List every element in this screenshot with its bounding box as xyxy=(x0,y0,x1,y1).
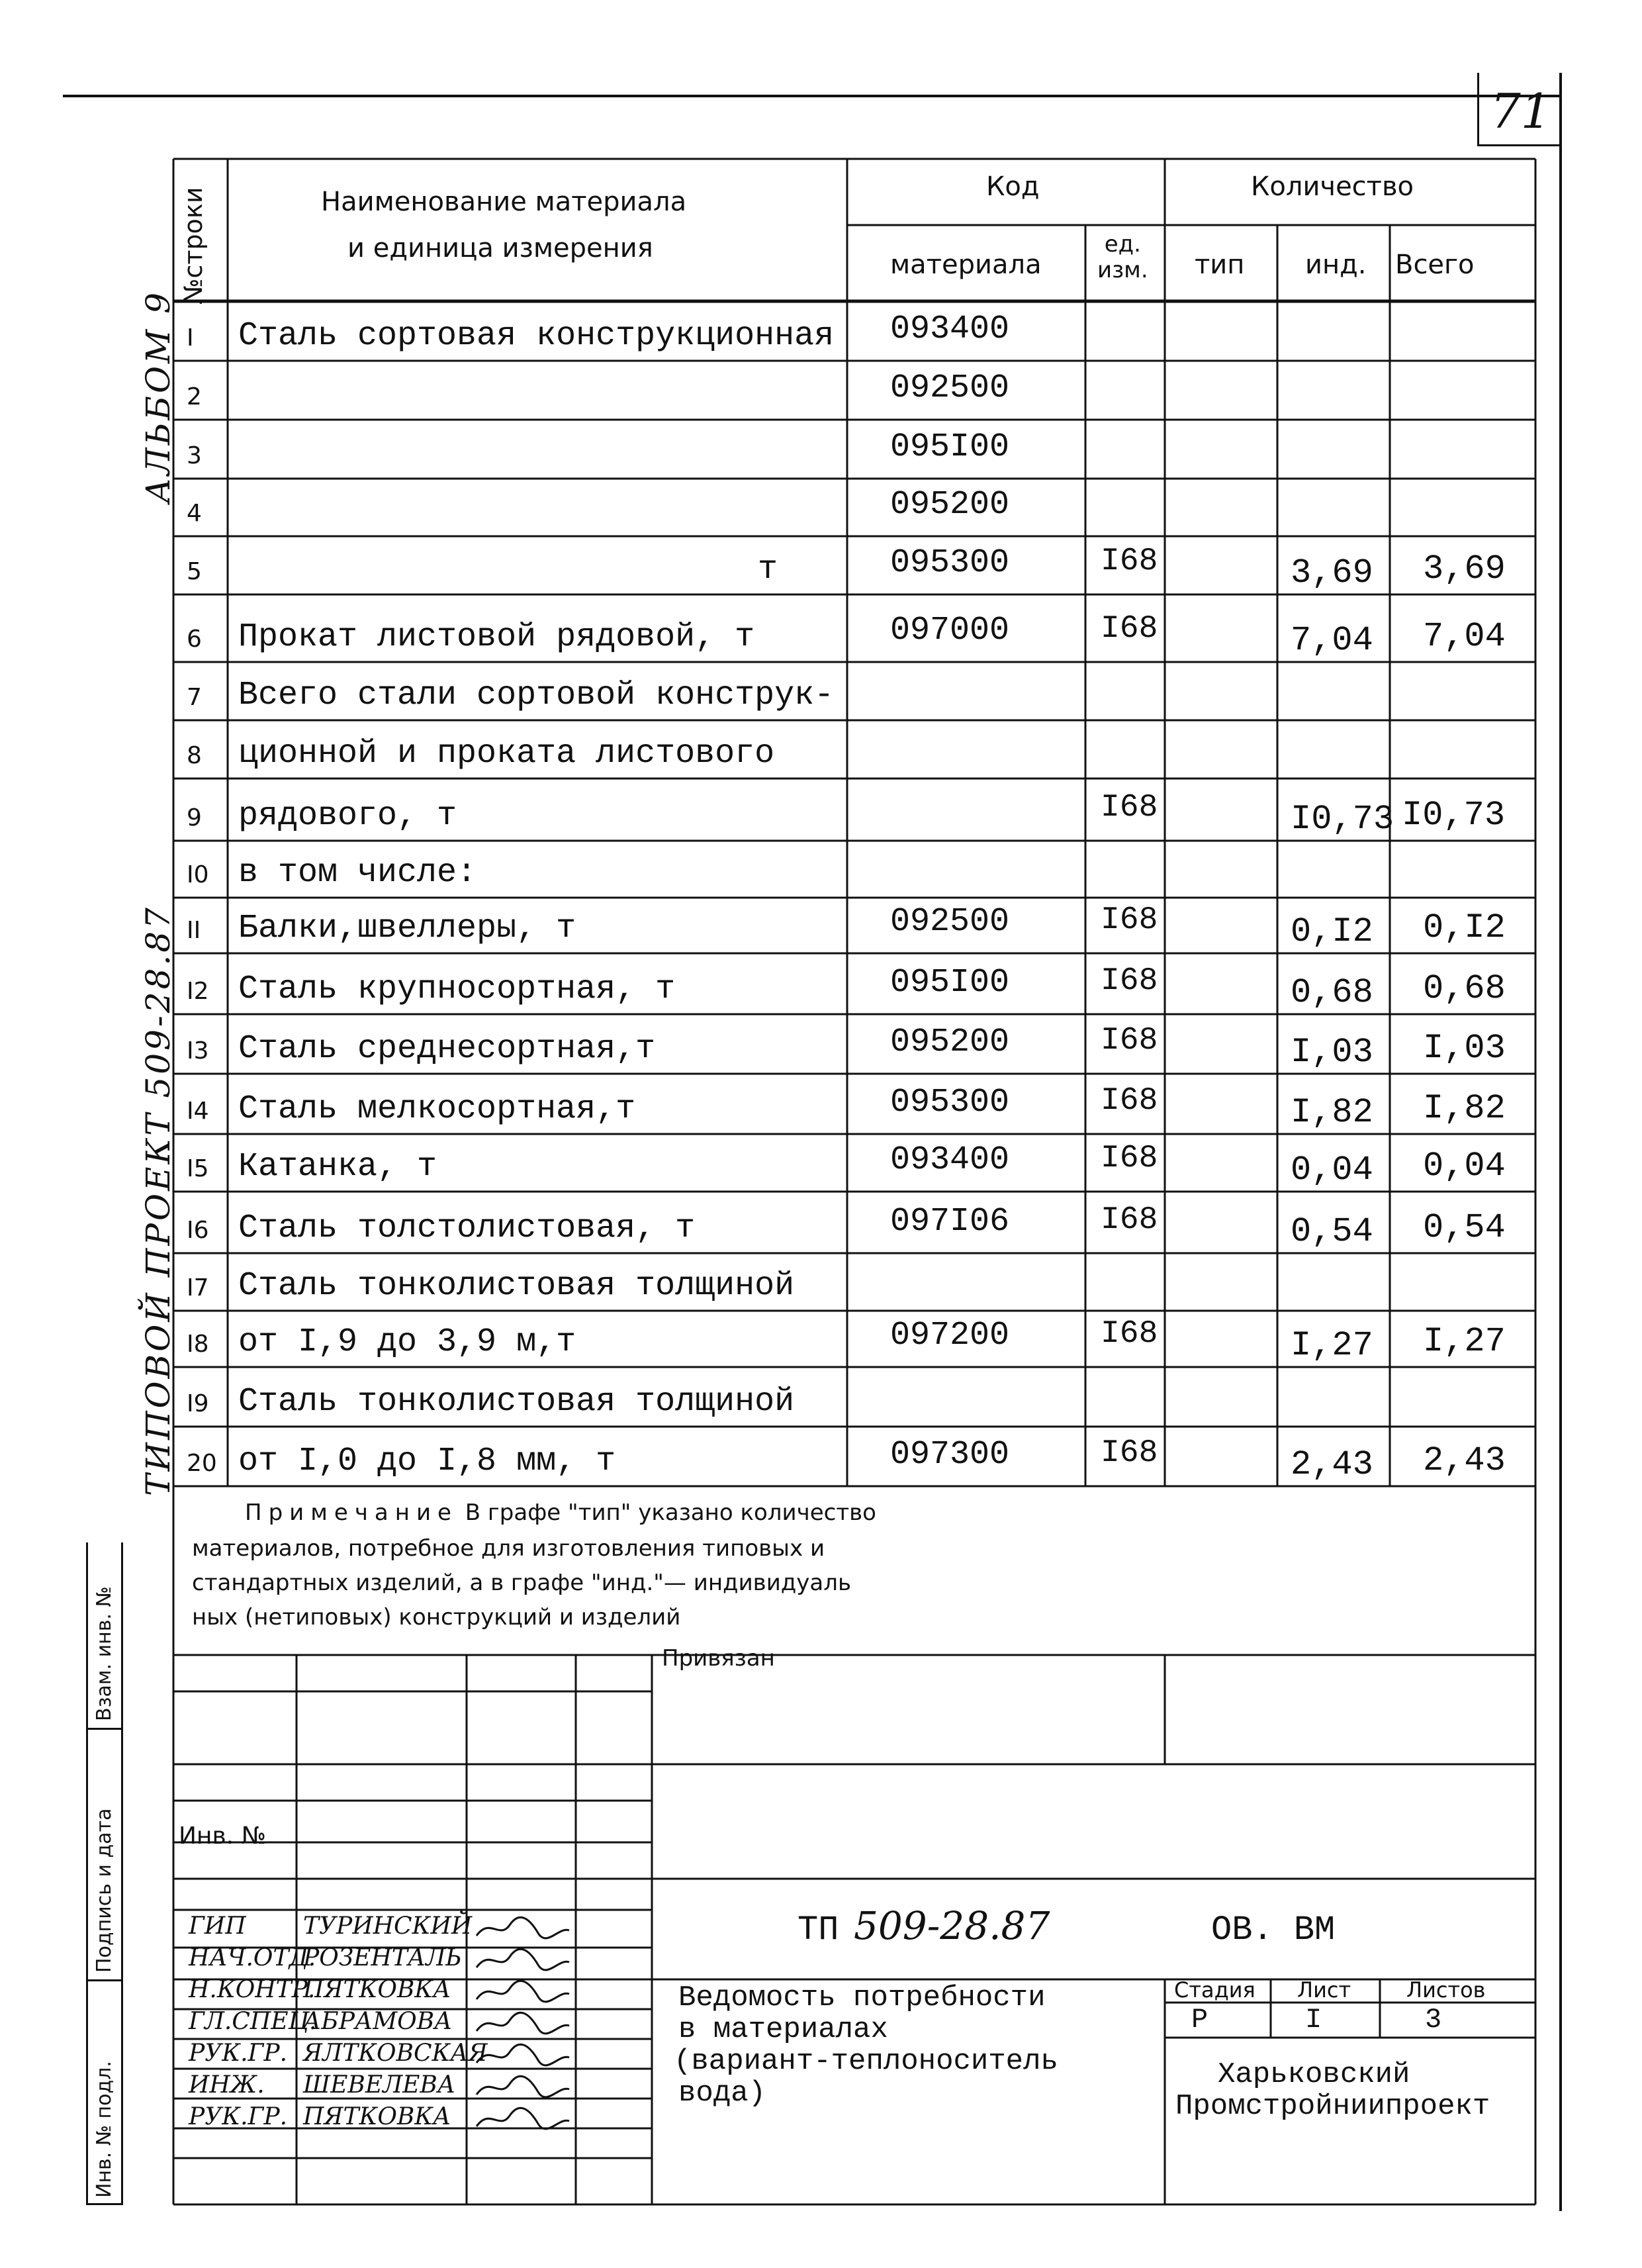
signature-name: ПЯТКОВКА xyxy=(303,1976,451,2003)
qty-ind: 0,I2 xyxy=(1291,912,1373,951)
header-qty-group: Количество xyxy=(1251,171,1414,202)
sheets-label: Листов xyxy=(1406,1977,1486,2003)
row-number: 5 xyxy=(187,558,202,585)
signature-role: НАЧ.ОТД. xyxy=(189,1944,316,1971)
note-line-3: стандартных изделий, а в графе "инд."— индивидуаль xyxy=(192,1570,852,1596)
designation-number: 509-28.87 xyxy=(854,1903,1050,1948)
row-number: I0 xyxy=(187,861,209,888)
qty-ind: I0,73 xyxy=(1291,800,1394,839)
qty-total: 0,68 xyxy=(1423,969,1506,1008)
note-line-1 xyxy=(245,1501,876,1524)
qty-ind: I,27 xyxy=(1291,1326,1373,1365)
signature-role: РУК.ГР. xyxy=(189,2103,288,2130)
unit-code: I68 xyxy=(1101,1141,1158,1176)
row-number: I6 xyxy=(187,1217,209,1244)
qty-ind: 0,54 xyxy=(1291,1212,1373,1251)
signature-role: ГЛ.СПЕЦ. xyxy=(189,2008,317,2035)
stage-label: Стадия xyxy=(1174,1977,1255,2003)
material-name: Балки,швеллеры, т xyxy=(238,910,576,947)
material-code: 095I00 xyxy=(890,428,1010,466)
signature-scribble xyxy=(473,2104,572,2133)
qty-total: 7,04 xyxy=(1423,617,1506,656)
row-number: 3 xyxy=(187,442,202,469)
material-name: в том числе: xyxy=(238,854,477,892)
material-name: Прокат листовой рядовой, т xyxy=(238,618,755,656)
material-code: 097200 xyxy=(890,1317,1010,1354)
qty-ind: I,03 xyxy=(1291,1033,1373,1072)
unit-code: I68 xyxy=(1101,1202,1158,1238)
row-number: I3 xyxy=(187,1037,209,1064)
material-code: 093400 xyxy=(890,1141,1010,1179)
note-line-2: материалов, потребное для изготовления типовых и xyxy=(192,1535,825,1562)
note-label: Примечание xyxy=(245,1499,458,1526)
designation-suffix: ОВ. ВМ xyxy=(1211,1911,1336,1950)
unit-code: I68 xyxy=(1101,1316,1158,1352)
material-code: 095200 xyxy=(890,1023,1010,1061)
qty-total: I,82 xyxy=(1423,1089,1506,1128)
material-name: Всего стали сортовой конструк- xyxy=(238,677,835,714)
row-number: II xyxy=(187,917,201,944)
sheet-number: 71 xyxy=(1490,83,1551,139)
material-name: Сталь сортовая конструкционная xyxy=(238,317,835,355)
material-code: 093400 xyxy=(890,310,1010,348)
organization-line-1: Харьковский xyxy=(1218,2058,1410,2091)
material-code: 095300 xyxy=(890,1084,1010,1121)
qty-ind: I,82 xyxy=(1291,1093,1373,1132)
row-number: I xyxy=(187,324,194,352)
qty-total: 2,43 xyxy=(1423,1441,1506,1480)
signature-name: ШЕВЕЛЕВА xyxy=(303,2071,456,2099)
material-name: от I,9 до 3,9 м,т xyxy=(238,1323,576,1361)
signature-role: Н.КОНТР. xyxy=(189,1976,316,2003)
note-line1-text: В графе "тип" указано количество xyxy=(457,1499,876,1526)
signature-scribble xyxy=(473,2008,572,2038)
header-name-line1: Наименование материала xyxy=(321,187,687,217)
material-code: 092500 xyxy=(890,369,1010,407)
header-qty-type: тип xyxy=(1195,250,1245,280)
doc-title-line-1: Ведомость потребности xyxy=(678,1981,1046,2014)
qty-ind: 0,04 xyxy=(1291,1151,1373,1190)
signature-name: ПЯТКОВКА xyxy=(303,2103,451,2130)
signature-name: АБРАМОВА xyxy=(303,2008,453,2035)
header-name-line2: и единица измерения xyxy=(347,233,653,263)
doc-title-line-4: вода) xyxy=(678,2077,766,2110)
signature-name: ТУРИНСКИЙ xyxy=(303,1913,473,1940)
sheets-value: 3 xyxy=(1425,2004,1442,2036)
unit-code: I68 xyxy=(1101,1083,1158,1119)
row-number: I2 xyxy=(187,978,209,1005)
qty-total: 0,54 xyxy=(1423,1208,1506,1247)
material-name: Сталь тонколистовая толщиной xyxy=(238,1267,795,1305)
sheet-label: Лист xyxy=(1297,1977,1351,2003)
stamp-vzam-inv: Взам. инв. № xyxy=(93,1586,116,1721)
material-name: рядового, т xyxy=(238,797,457,835)
material-code: 097300 xyxy=(890,1436,1010,1474)
signature-name: РОЗЕНТАЛЬ xyxy=(303,1944,462,1971)
signature-scribble xyxy=(473,1945,572,1974)
privyazan-label: Привязан xyxy=(662,1645,775,1672)
header-code-unit: ед. изм. xyxy=(1097,231,1148,284)
unit-code: I68 xyxy=(1101,902,1158,938)
row-number: 4 xyxy=(187,500,202,527)
qty-total: 0,04 xyxy=(1423,1147,1506,1186)
row-number: I4 xyxy=(187,1098,209,1125)
qty-total: 3,69 xyxy=(1423,549,1506,589)
qty-total: I,03 xyxy=(1423,1029,1506,1068)
organization-line-2: Промстройниипроект xyxy=(1175,2090,1490,2123)
header-code-group: Код xyxy=(986,171,1040,202)
signature-scribble xyxy=(473,2072,572,2101)
material-name: Сталь мелкосортная,т xyxy=(238,1090,636,1128)
qty-total: I0,73 xyxy=(1402,796,1506,835)
note-line-4: ных (нетиповых) конструкций и изделий xyxy=(192,1604,681,1630)
qty-ind: 3,69 xyxy=(1291,553,1373,592)
row-number: 2 xyxy=(187,383,202,410)
row-number: 7 xyxy=(187,684,202,711)
row-number: I7 xyxy=(187,1274,209,1301)
qty-ind: 2,43 xyxy=(1291,1445,1373,1484)
doc-title-line-2: в материалах xyxy=(678,2013,888,2046)
header-code-material: материала xyxy=(890,250,1042,280)
row-number: I9 xyxy=(187,1390,209,1417)
material-name: от I,0 до I,8 мм, т xyxy=(238,1442,616,1480)
qty-ind: 0,68 xyxy=(1291,973,1373,1012)
row-number: I5 xyxy=(187,1155,209,1182)
row-number: I8 xyxy=(187,1331,209,1358)
signature-name: ЯЛТКОВСКАЯ xyxy=(303,2040,488,2067)
album-label: АЛЬБОМ 9 xyxy=(139,290,177,503)
unit-code: I68 xyxy=(1101,543,1158,579)
signature-role: ГИП xyxy=(189,1913,246,1940)
header-qty-total: Всего xyxy=(1395,250,1475,280)
row-number: 9 xyxy=(187,804,202,831)
signature-role: ИНЖ. xyxy=(189,2071,265,2099)
header-row-no: №строки xyxy=(179,187,208,305)
header-qty-ind: инд. xyxy=(1305,250,1367,280)
signature-scribble xyxy=(473,2040,572,2069)
unit-code: I68 xyxy=(1101,611,1158,647)
sheet-value: I xyxy=(1305,2004,1322,2036)
material-name: Сталь среднесортная,т xyxy=(238,1030,656,1068)
unit-code: I68 xyxy=(1101,790,1158,826)
stage-value: Р xyxy=(1191,2004,1209,2036)
signature-scribble xyxy=(473,1913,572,1942)
designation-prefix: ТП xyxy=(798,1911,839,1950)
signature-role: РУК.ГР. xyxy=(189,2040,288,2067)
unit-code: I68 xyxy=(1101,1435,1158,1471)
material-name: Катанка, т xyxy=(238,1148,437,1186)
material-name: т xyxy=(758,551,778,589)
stamp-inv-podl: Инв. № подл. xyxy=(93,2061,116,2198)
inv-no-label: Инв. № xyxy=(179,1822,267,1850)
qty-total: I,27 xyxy=(1423,1322,1506,1361)
material-name: Сталь крупносортная, т xyxy=(238,970,676,1008)
material-code: 095200 xyxy=(890,486,1010,524)
unit-code: I68 xyxy=(1101,963,1158,999)
material-name: Сталь толстолистовая, т xyxy=(238,1209,696,1247)
material-code: 095300 xyxy=(890,544,1010,582)
unit-code: I68 xyxy=(1101,1023,1158,1059)
material-code: 092500 xyxy=(890,903,1010,941)
material-code: 095I00 xyxy=(890,964,1010,1002)
material-code: 097I06 xyxy=(890,1203,1010,1241)
signature-scribble xyxy=(473,1977,572,2006)
row-number: 8 xyxy=(187,742,202,769)
material-name: Сталь тонколистовая толщиной xyxy=(238,1383,795,1421)
doc-title-line-3: (вариант-теплоноситель xyxy=(674,2045,1058,2078)
qty-total: 0,I2 xyxy=(1423,908,1506,947)
stamp-podpis-data: Подпись и дата xyxy=(93,1808,116,1973)
qty-ind: 7,04 xyxy=(1291,621,1373,660)
material-name: ционной и проката листового xyxy=(238,735,775,773)
project-label: ТИПОВОЙ ПРОЕКТ 509-28.87 xyxy=(139,905,177,1496)
row-number: 6 xyxy=(187,626,202,653)
row-number: 20 xyxy=(187,1450,217,1477)
material-code: 097000 xyxy=(890,612,1010,649)
